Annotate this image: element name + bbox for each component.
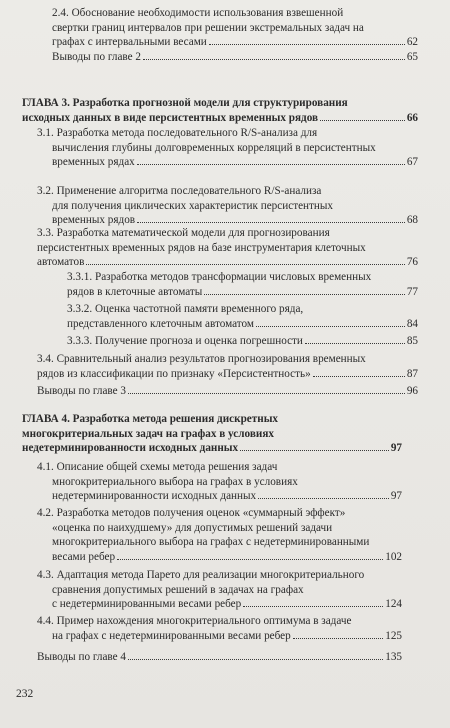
toc-entry-text: весами ребер: [52, 550, 116, 563]
dot-leader: [240, 450, 389, 451]
dot-leader: [137, 164, 405, 165]
toc-page-number: 66: [406, 111, 418, 124]
toc-entry: [0, 226, 450, 270]
toc-page-number: 76: [406, 256, 418, 269]
toc-page-number: 135: [385, 651, 402, 663]
toc-page-number: 68: [406, 214, 418, 227]
toc-entry-text: 3.1. Разработка метода последовательного R/S-анализа для: [37, 127, 318, 139]
toc-entry-text: рядов в клеточные автоматы: [67, 285, 203, 298]
toc-entry-text: многокритериального выбора на графах в условиях: [52, 475, 298, 488]
dot-leader: [128, 659, 383, 660]
toc-entry-text: «оценка по наихудшему» для допустимых решений задачи: [52, 521, 333, 534]
toc-entry-text: для получения циклических характеристик персистентных: [52, 199, 334, 212]
toc-chapter-entry: [0, 96, 450, 125]
toc-entry: [0, 6, 450, 50]
dot-leader: [313, 376, 405, 377]
toc-chapter-entry: [0, 412, 450, 456]
toc-entry-text: графах с интервальными весами: [52, 36, 207, 49]
toc-page-number: 124: [385, 598, 402, 611]
toc-entry-text: 2.4. Обоснование необходимости использования взвешенной: [52, 7, 344, 19]
toc-entry: [0, 184, 450, 228]
toc-entry: [0, 302, 450, 331]
toc-page-number: 97: [390, 442, 402, 455]
toc-entry-text: 3.3.3. Получение прогноза и оценка погрешности: [67, 335, 303, 347]
toc-entry-text: свертки границ интервалов при решении экстремальных задач на: [52, 21, 364, 34]
toc-page-number: 125: [385, 629, 402, 642]
dot-leader: [204, 294, 405, 295]
toc-entry-text: 4.4. Пример нахождения многокритериального оптимума в задаче: [37, 615, 352, 627]
toc-entry-text: Выводы по главе 2: [52, 51, 141, 63]
toc-entry-text: 3.3.1. Разработка методов трансформации числовых временных: [67, 271, 372, 283]
toc-page-number: 97: [390, 490, 402, 503]
toc-entry-text: 4.2. Разработка методов получения оценок «суммарный эффект»: [37, 507, 346, 519]
dot-leader: [137, 222, 405, 223]
toc-entry-text: рядов из классификации по признаку «Персистентность»: [37, 367, 311, 380]
toc-entry-text: 3.3.2. Оценка частотной памяти временного ряда,: [67, 303, 304, 315]
toc-entry-text: 3.4. Сравнительный анализ результатов прогнозирования временных: [37, 353, 366, 365]
toc-page-number: 87: [406, 367, 418, 380]
dot-leader: [256, 326, 405, 327]
toc-page-number: 102: [385, 550, 402, 563]
toc-entry: [0, 126, 450, 170]
toc-entry-text: временных рядов: [52, 214, 136, 227]
dot-leader: [86, 264, 404, 265]
toc-entry-text: персистентных временных рядов на базе инструментария клеточных: [37, 241, 366, 254]
dot-leader: [117, 559, 383, 560]
toc-page-number: 67: [406, 156, 418, 169]
toc-entry-text: 3.3. Разработка математической модели для прогнозирования: [37, 227, 330, 239]
dot-leader: [258, 498, 389, 499]
page-number: 232: [16, 688, 34, 700]
toc-entry: [0, 568, 450, 612]
toc-entry-text: многокритериальных задач на графах в условиях: [22, 427, 274, 440]
toc-entry-text: ГЛАВА 4. Разработка метода решения дискретных: [22, 413, 279, 425]
toc-page-number: 84: [406, 317, 418, 330]
toc-page-number: 65: [406, 51, 418, 63]
toc-entry-text: 3.2. Применение алгоритма последовательного R/S-анализа: [37, 185, 322, 197]
toc-entry-text: недетерминированности исходных данных: [22, 442, 239, 455]
toc-entry-text: автоматов: [37, 256, 85, 269]
toc-entry-text: вычисления глубины долговременных корреляций в персистентных: [52, 141, 376, 154]
dot-leader: [305, 343, 405, 344]
toc-entry: [0, 650, 450, 665]
toc-entry-text: с недетерминированными весами ребер: [52, 598, 242, 611]
toc-entry-text: многокритериального выбора на графах с недетерминированными: [52, 536, 370, 549]
toc-page-number: 62: [406, 36, 418, 49]
dot-leader: [243, 606, 383, 607]
toc-entry-text: недетерминированности исходных данных: [52, 490, 257, 503]
dot-leader: [293, 638, 383, 639]
dot-leader: [320, 120, 405, 121]
toc-entry-text: временных рядах: [52, 156, 135, 169]
toc-entry: [0, 352, 450, 381]
toc-entry-text: 4.3. Адаптация метода Парето для реализации многокритериального: [37, 569, 365, 581]
dot-leader: [209, 44, 405, 45]
toc-entry-text: исходных данных в виде персистентных временных рядов: [22, 111, 319, 124]
toc-entry: [0, 50, 450, 65]
toc-entry: [0, 460, 450, 504]
dot-leader: [143, 59, 405, 60]
toc-entry: [0, 506, 450, 564]
toc-entry: [0, 270, 450, 299]
toc-entry-text: сравнения допустимых решений в задачах на графах: [52, 583, 304, 596]
toc-entry: [0, 614, 450, 643]
toc-entry-text: Выводы по главе 4: [37, 651, 126, 663]
toc-page-number: 85: [406, 335, 418, 347]
toc-entry-text: 4.1. Описание общей схемы метода решения задач: [37, 461, 278, 473]
toc-entry: [0, 384, 450, 399]
toc-entry-text: на графах с недетерминированными весами ребер: [52, 629, 291, 642]
toc-entry-text: представленного клеточным автоматом: [67, 317, 255, 330]
toc-entry-text: ГЛАВА 3. Разработка прогнозной модели для структурирования: [22, 97, 348, 109]
toc-entry: [0, 334, 450, 349]
toc-page-number: 96: [406, 385, 418, 397]
toc-page-number: 77: [406, 285, 418, 298]
toc-entry-text: Выводы по главе 3: [37, 385, 126, 397]
dot-leader: [128, 393, 405, 394]
